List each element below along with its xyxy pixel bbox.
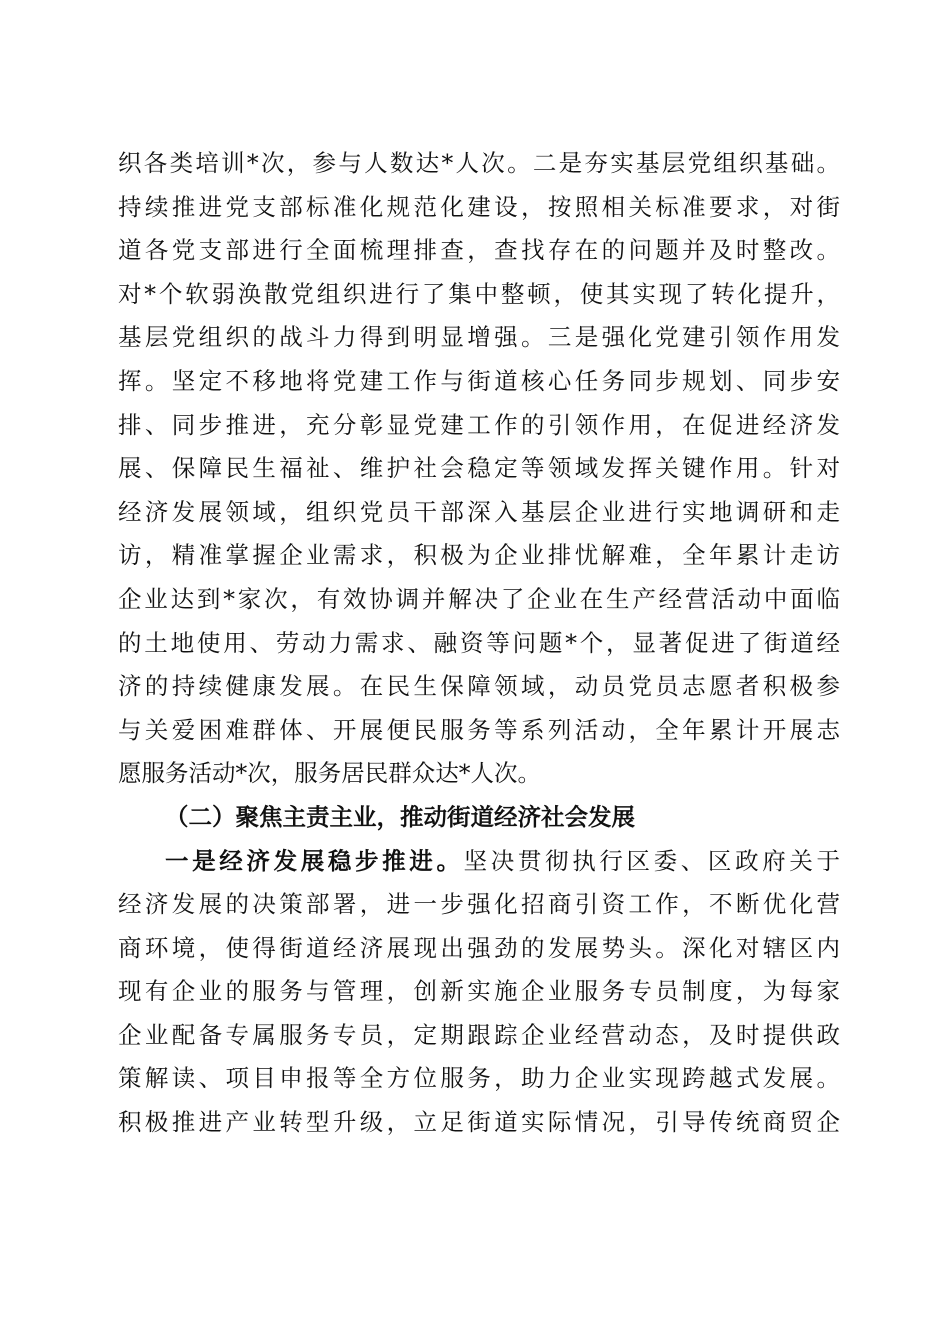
paragraph-first-line [118, 840, 840, 884]
paragraph-line: 积极推进产业转型升级，立足街道实际情况，引导传统商贸企 [118, 1108, 840, 1137]
paragraph-line: 济的持续健康发展。在民生保障领域，动员党员志愿者积极参 [118, 672, 840, 701]
section-heading: （二）聚焦主责主业，推动街道经济社会发展 [165, 802, 635, 831]
document-body [118, 142, 840, 1145]
paragraph-line: 与关爱困难群体、开展便民服务等系列活动，全年累计开展志 [118, 715, 840, 744]
paragraph-line: 策解读、项目申报等全方位服务，助力企业实现跨越式发展。 [118, 1064, 840, 1093]
paragraph-line: 经济发展的决策部署，进一步强化招商引资工作，不断优化营 [118, 890, 840, 919]
paragraph-line: 排、同步推进，充分彰显党建工作的引领作用，在促进经济发 [118, 410, 840, 439]
paragraph-line: 织各类培训*次，参与人数达*人次。二是夯实基层党组织基础。 [118, 149, 840, 177]
paragraph-lead-rest: 坚决贯彻执行区委、区政府关于 [463, 846, 840, 875]
paragraph-line: 持续推进党支部标准化规范化建设，按照相关标准要求，对街 [118, 192, 840, 221]
paragraph-lead-phrase: 一是经济发展稳步推进。 [165, 846, 464, 875]
paragraph-line: 展、保障民生福祉、维护社会稳定等领域发挥关键作用。针对 [118, 454, 840, 483]
paragraph-line: 基层党组织的战斗力得到明显增强。三是强化党建引领作用发 [118, 323, 840, 352]
paragraph-line: 愿服务活动*次，服务居民群众达*人次。 [118, 759, 541, 788]
paragraph-line: 经济发展领域，组织党员干部深入基层企业进行实地调研和走 [118, 497, 840, 526]
paragraph-line: 企业达到*家次，有效协调并解决了企业在生产经营活动中面临 [118, 584, 840, 613]
paragraph-line: 企业配备专属服务专员，定期跟踪企业经营动态，及时提供政 [118, 1020, 840, 1049]
paragraph-line: 的土地使用、劳动力需求、融资等问题*个，显著促进了街道经 [118, 628, 840, 657]
paragraph-line: 访，精准掌握企业需求，积极为企业排忧解难，全年累计走访 [118, 541, 840, 570]
paragraph-line: 现有企业的服务与管理，创新实施企业服务专员制度，为每家 [118, 977, 840, 1006]
paragraph-line: 商环境，使得街道经济展现出强劲的发展势头。深化对辖区内 [118, 933, 840, 962]
paragraph-line: 道各党支部进行全面梳理排查，查找存在的问题并及时整改。 [118, 236, 840, 265]
paragraph-line: 挥。坚定不移地将党建工作与街道核心任务同步规划、同步安 [118, 366, 840, 395]
paragraph-line: 对*个软弱涣散党组织进行了集中整顿，使其实现了转化提升， [118, 279, 840, 308]
